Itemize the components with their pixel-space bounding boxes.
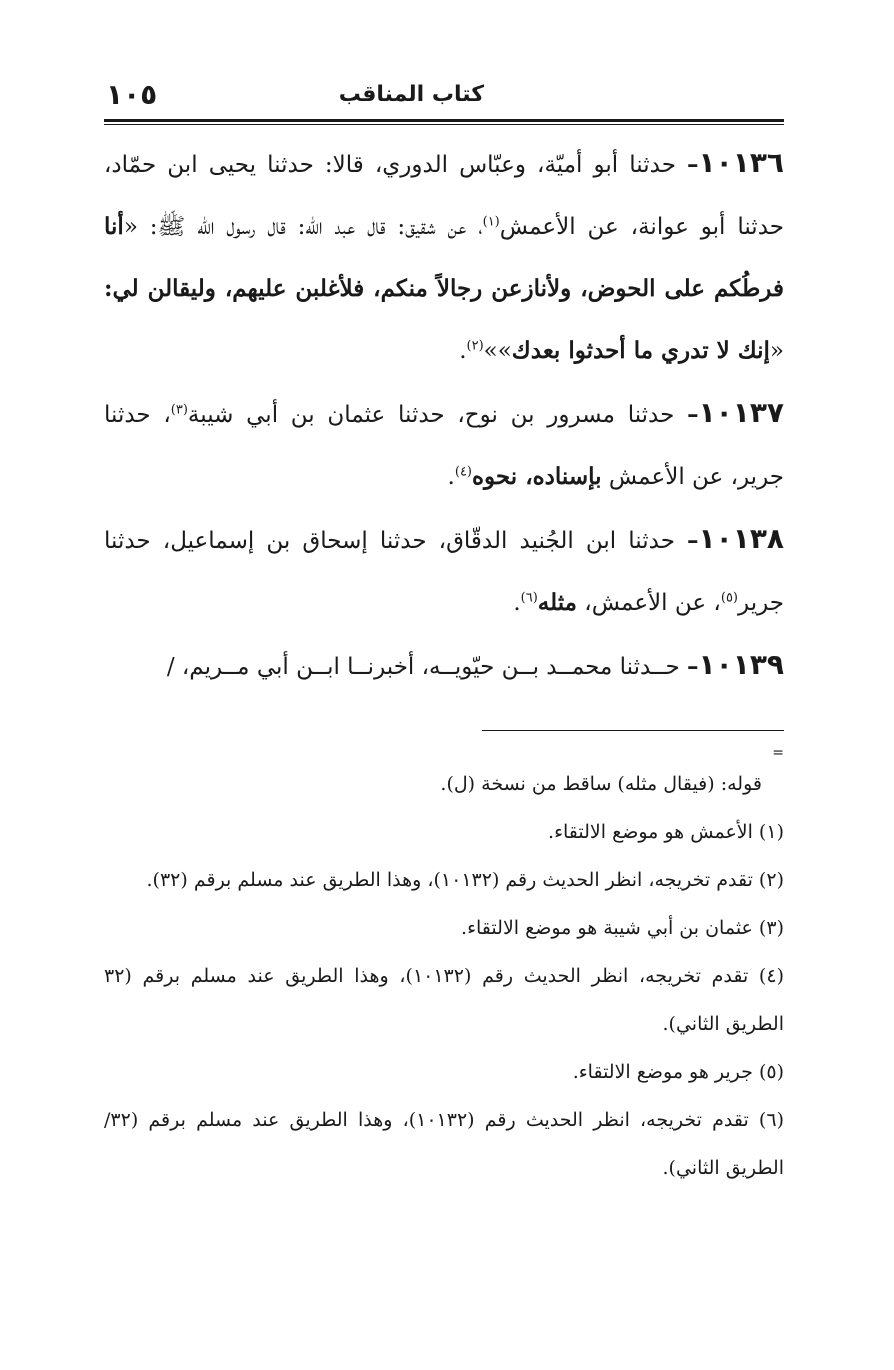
footnote-ref: (٦) xyxy=(520,590,538,606)
footnote-separator xyxy=(482,730,784,731)
hadith-text: حــدثنا محمــد بــن حيّويــه، أخبرنــا ابــن أبي مــريم، / xyxy=(166,654,688,680)
chapter-title: كتاب المناقب xyxy=(338,82,484,107)
hadith-10136 xyxy=(104,132,784,382)
hadith-dash: – xyxy=(687,527,699,554)
hadith-10138 xyxy=(104,508,784,634)
hadith-number: ١٠١٣٩ xyxy=(698,648,784,681)
hadith-bold: بإسناده، نحوه xyxy=(472,463,602,490)
header-rule xyxy=(104,119,784,122)
hadith-dash: – xyxy=(687,401,699,428)
footnote-ref: (٣) xyxy=(170,402,188,418)
footnote-item: (٥) جرير هو موضع الالتقاء. xyxy=(572,1061,784,1083)
hadith-10137 xyxy=(104,382,784,508)
hadith-number: ١٠١٣٧ xyxy=(698,396,785,429)
hadith-text: . xyxy=(459,338,467,364)
hadith-text: حدثنا ابن الجُنيد الدقّاق، حدثنا إسحاق بن إسماعيل، حدثنا جرير xyxy=(104,528,784,616)
hadith-matn: أنا فرطُكم على الحوض، ولأنازعن رجالاً منكم، فلأغلبن عليهم، وليقالن لي: xyxy=(104,213,784,302)
footnote-ref: (٥) xyxy=(720,590,738,606)
footnote-ref: (١) xyxy=(482,214,500,230)
footnote-text: قوله: (فيقال مثله) ساقط من نسخة (ل). xyxy=(440,773,762,795)
footnotes xyxy=(104,745,784,1192)
footnote-item: (٢) تقدم تخريجه، انظر الحديث رقم (١٠١٣٢)، وهذا الطريق عند مسلم برقم (٣٢). xyxy=(146,869,784,891)
hadith-text: . xyxy=(513,590,521,616)
hadith-text: . xyxy=(447,464,455,490)
hadith-text: حدثنا مسرور بن نوح، حدثنا عثمان بن أبي شيبة xyxy=(187,402,688,428)
hadith-text: ، عن الأعمش، xyxy=(576,590,721,616)
page-header xyxy=(104,78,784,120)
header-rule-thin xyxy=(104,124,784,125)
hadith-text: حدثنا أبو أميّة، وعبّاس الدوري، قالا: حدثنا يحيى ابن حمّاد، حدثنا أبو عوانة، عن الأعمش xyxy=(104,152,784,240)
footnote-ref: (٢) xyxy=(466,338,484,354)
hadith-dash: – xyxy=(687,151,699,178)
main-text xyxy=(104,132,784,698)
page-number: ١٠٥ xyxy=(106,78,158,111)
hadith-text: « xyxy=(769,338,784,364)
footnote-item: (٤) تقدم تخريجه، انظر الحديث رقم (١٠١٣٢)، وهذا الطريق عند مسلم برقم (٣٢ الطريق الثاني). xyxy=(104,965,784,1035)
hadith-text: ، حدثنا جرير، عن الأعمش xyxy=(104,402,784,490)
hadith-10139 xyxy=(104,634,784,698)
hadith-dash: – xyxy=(687,653,699,680)
footnote-continuation xyxy=(104,745,784,808)
continuation-mark: = xyxy=(772,745,784,761)
footnote-item: (١) الأعمش هو موضع الالتقاء. xyxy=(548,821,784,843)
hadith-matn: إنك لا تدري ما أحدثوا بعدك xyxy=(511,337,770,364)
hadith-text: ، عن شقيق: قال عبد الله: قال رسول الله ﷺ: « xyxy=(123,214,483,240)
footnote-item: (٦) تقدم تخريجه، انظر الحديث رقم (١٠١٣٢)، وهذا الطريق عند مسلم برقم (٣٢/ الطريق الثاني). xyxy=(104,1109,784,1179)
hadith-number: ١٠١٣٨ xyxy=(698,522,784,555)
hadith-number: ١٠١٣٦ xyxy=(698,146,784,179)
hadith-bold: مثله xyxy=(537,589,577,616)
footnote-ref: (٤) xyxy=(454,464,472,480)
footnote-item: (٣) عثمان بن أبي شيبة هو موضع الالتقاء. xyxy=(461,917,784,939)
hadith-text: »» xyxy=(483,338,512,364)
